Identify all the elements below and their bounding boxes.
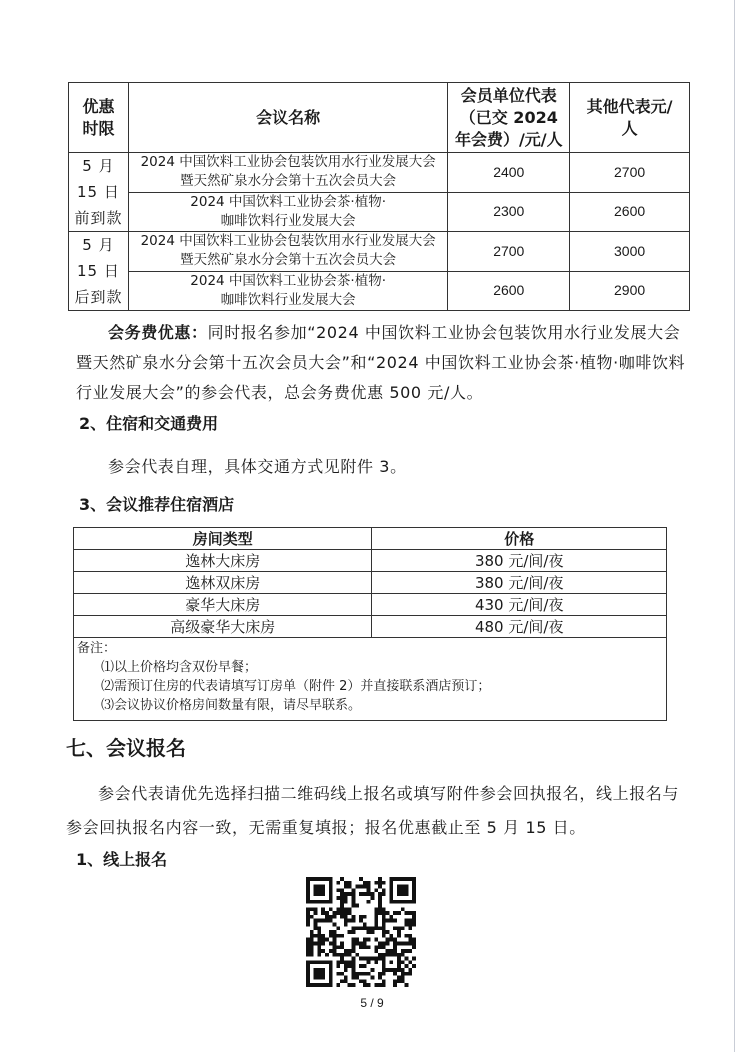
room-price: 380 元/间/夜 (372, 572, 667, 594)
room-type: 逸林双床房 (74, 572, 372, 594)
table-row (69, 192, 690, 232)
member-price: 2400 (448, 153, 570, 193)
room-price: 480 元/间/夜 (372, 616, 667, 638)
room-price: 430 元/间/夜 (372, 594, 667, 616)
discount-label: 会务费优惠： (108, 323, 208, 342)
discount-text: 同时报名参加“2024 中国饮料工业协会包装饮用水行业发展大会暨天然矿泉水分会第十五次会员大会”和“2024 中国饮料工业协会茶·植物·咖啡饮料行业发展大会”的参会代表，总会务费优惠 500 元/人。 (76, 323, 686, 402)
room-type: 逸林大床房 (74, 550, 372, 572)
section3-heading: 3、会议推荐住宿酒店 (79, 495, 235, 514)
notes-cell (74, 638, 667, 721)
section7-heading: 七、会议报名 (66, 736, 186, 760)
table-row (74, 594, 667, 616)
other-price: 2900 (570, 271, 690, 311)
table-row (69, 232, 690, 272)
qr-code-icon[interactable] (306, 877, 416, 987)
room-price: 380 元/间/夜 (372, 550, 667, 572)
header-other: 其他代表元/人 (570, 83, 690, 153)
meeting-cell: 2024 中国饮料工业协会茶·植物·咖啡饮料行业发展大会 (128, 271, 447, 311)
page-edge-line (734, 0, 735, 1052)
note-item: ⑵需预订住房的代表请填写订房单（附件 2）并直接联系酒店预订； (101, 679, 491, 694)
notes-label: 备注： (77, 641, 117, 656)
room-type: 高级豪华大床房 (74, 616, 372, 638)
discount-paragraph (76, 318, 686, 408)
other-price: 2600 (570, 192, 690, 232)
period-cell: 5 月 15 日前到款 (69, 153, 129, 232)
section2-text: 参会代表自理，具体交通方式见附件 3。 (108, 457, 407, 476)
meeting-cell: 2024 中国饮料工业协会包装饮用水行业发展大会暨天然矿泉水分会第十五次会员大会 (128, 232, 447, 272)
meeting-cell: 2024 中国饮料工业协会茶·植物·咖啡饮料行业发展大会 (128, 192, 447, 232)
meeting-cell: 2024 中国饮料工业协会包装饮用水行业发展大会暨天然矿泉水分会第十五次会员大会 (128, 153, 447, 193)
header-period: 优惠 时限 (69, 83, 129, 153)
section7-text: 参会代表请优先选择扫描二维码线上报名或填写附件参会回执报名，线上报名与参会回执报名内容一致，无需重复填报；报名优惠截止至 5 月 15 日。 (66, 784, 680, 837)
other-price: 2700 (570, 153, 690, 193)
note-item: ⑴以上价格均含双份早餐； (101, 660, 258, 675)
fee-table-header (69, 83, 690, 153)
page-number: 5 / 9 (360, 996, 384, 1010)
table-row (69, 153, 690, 193)
member-price: 2300 (448, 192, 570, 232)
member-price: 2700 (448, 232, 570, 272)
period-cell: 5 月 15 日后到款 (69, 232, 129, 311)
fee-table (68, 82, 690, 311)
hotel-table-header (74, 528, 667, 550)
hotel-table (73, 527, 667, 721)
table-row (74, 572, 667, 594)
table-row (74, 550, 667, 572)
header-price: 价格 (372, 528, 667, 550)
table-row (74, 616, 667, 638)
member-price: 2600 (448, 271, 570, 311)
room-type: 豪华大床房 (74, 594, 372, 616)
notes-row (74, 638, 667, 721)
header-meeting: 会议名称 (128, 83, 447, 153)
other-price: 3000 (570, 232, 690, 272)
header-member: 会员单位代表（已交 2024 年会费）/元/人 (448, 83, 570, 153)
header-room-type: 房间类型 (74, 528, 372, 550)
section2-heading: 2、住宿和交通费用 (79, 414, 219, 433)
table-row (69, 271, 690, 311)
note-item: ⑶会议协议价格房间数量有限，请尽早联系。 (101, 698, 362, 713)
online-signup-heading: 1、线上报名 (76, 850, 168, 869)
